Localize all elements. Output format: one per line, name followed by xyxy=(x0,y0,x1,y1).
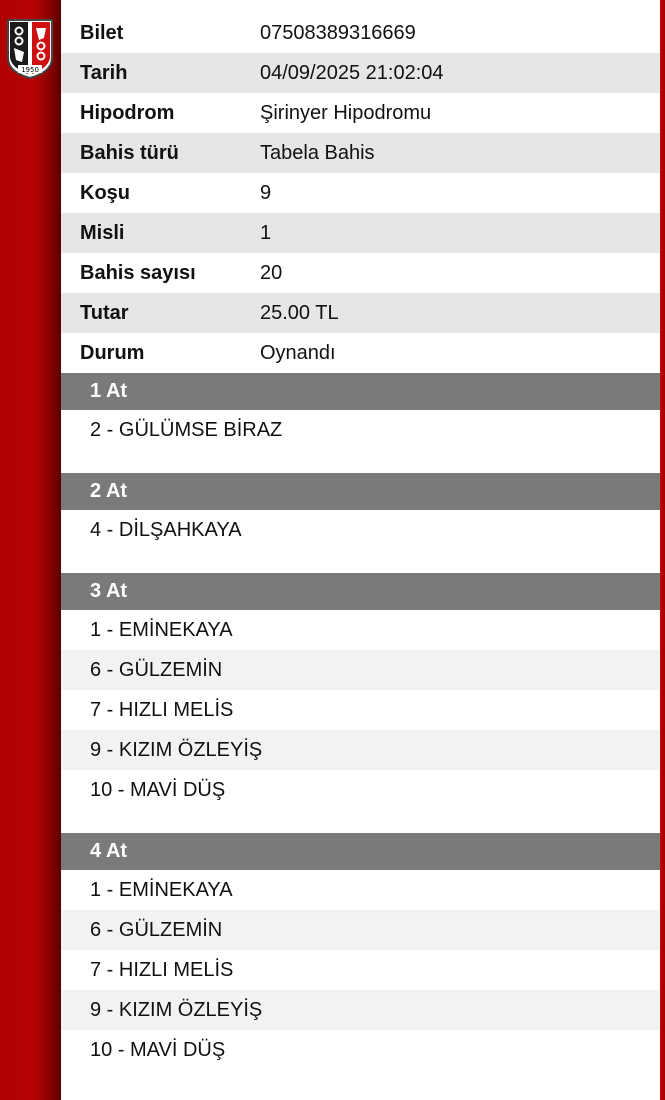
section-header: 3 At xyxy=(61,573,660,610)
ticket-row-value: Şirinyer Hipodromu xyxy=(260,101,432,124)
ticket-row-value: 1 xyxy=(260,221,272,244)
ticket-row xyxy=(61,213,660,253)
ticket-row xyxy=(61,93,660,133)
horse-item: 6 - GÜLZEMİN xyxy=(61,910,660,950)
ticket-row xyxy=(61,253,660,293)
horse-item: 6 - GÜLZEMİN xyxy=(61,650,660,690)
horse-item: 1 - EMİNEKAYA xyxy=(90,878,233,901)
horse-item: 4 - DİLŞAHKAYA xyxy=(90,518,242,541)
section-spacer xyxy=(61,810,660,833)
horse-item: 9 - KIZIM ÖZLEYİŞ xyxy=(61,990,660,1030)
ticket-row-label: Misli xyxy=(80,221,125,244)
club-crest-icon xyxy=(6,18,54,80)
ticket-row xyxy=(61,133,660,173)
ticket-row-value: 20 xyxy=(260,261,283,284)
ticket-row-label: Tarih xyxy=(80,61,128,84)
ticket-row-value: Tabela Bahis xyxy=(260,141,375,164)
ticket-row-value: 07508389316669 xyxy=(260,21,416,44)
right-red-bar xyxy=(660,0,665,1100)
horse-item: 7 - HIZLI MELİS xyxy=(90,958,234,981)
ticket-row-value: Oynandı xyxy=(260,341,336,364)
section-header: 2 At xyxy=(61,473,660,510)
ticket-row-value: 04/09/2025 21:02:04 xyxy=(260,61,444,84)
ticket-row xyxy=(61,173,660,213)
ticket-row-label: Bilet xyxy=(80,21,124,44)
horse-item: 10 - MAVİ DÜŞ xyxy=(90,778,226,801)
ticket-row-label: Durum xyxy=(80,341,145,364)
left-red-bar xyxy=(0,0,61,1100)
horse-item: 10 - MAVİ DÜŞ xyxy=(90,1038,226,1061)
horse-selections xyxy=(61,373,660,1093)
ticket-row-value: 9 xyxy=(260,181,272,204)
section-spacer xyxy=(61,550,660,573)
ticket-row-label: Hipodrom xyxy=(80,101,175,124)
ticket-row-value: 25.00 TL xyxy=(260,301,339,324)
ticket-row xyxy=(61,53,660,93)
ticket-detail xyxy=(61,13,660,1093)
horse-item: 2 - GÜLÜMSE BİRAZ xyxy=(90,418,283,441)
ticket-row-label: Bahis sayısı xyxy=(80,261,196,284)
section-spacer xyxy=(61,1070,660,1093)
section-spacer xyxy=(61,450,660,473)
ticket-row xyxy=(61,13,660,53)
section-header: 1 At xyxy=(61,373,660,410)
ticket-info-table xyxy=(61,13,660,373)
ticket-row-label: Koşu xyxy=(80,181,130,204)
section-header: 4 At xyxy=(61,833,660,870)
ticket-row xyxy=(61,333,660,373)
horse-item: 7 - HIZLI MELİS xyxy=(90,698,234,721)
ticket-row-label: Bahis türü xyxy=(80,141,179,164)
ticket-row-label: Tutar xyxy=(80,301,129,324)
horse-item: 1 - EMİNEKAYA xyxy=(90,618,233,641)
logo-year: 1950 xyxy=(21,66,39,74)
ticket-row xyxy=(61,293,660,333)
horse-item: 9 - KIZIM ÖZLEYİŞ xyxy=(61,730,660,770)
